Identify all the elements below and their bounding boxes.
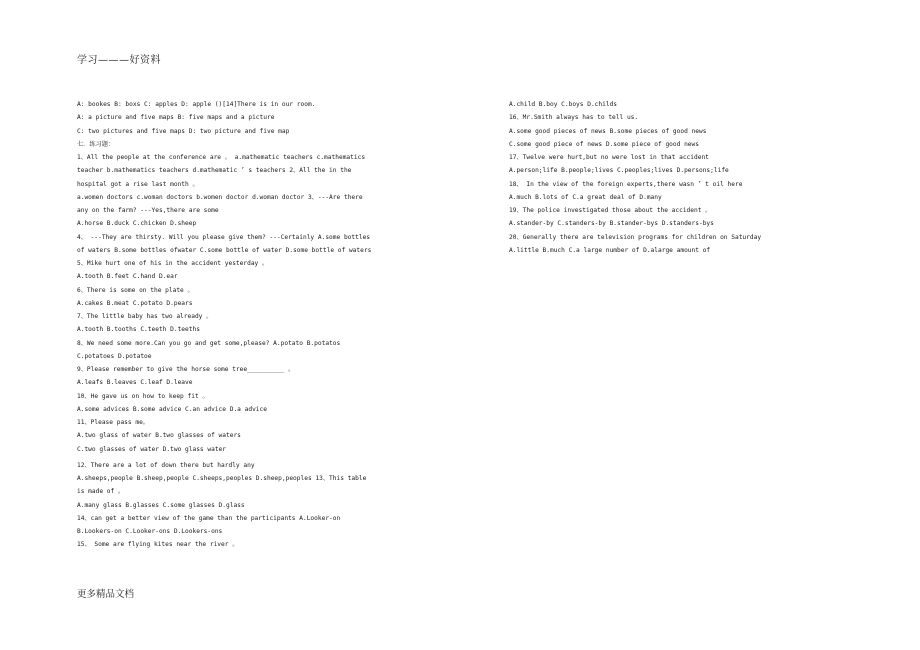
text-line: A.tooth B.feet C.hand D.ear [77,273,178,281]
text-line: 14、can get a better view of the game than the participants A.Looker-on [77,514,341,522]
text-line: A.stander-by C.standers-by B.stander-bys D.standers-bys [509,220,714,228]
text-line: C.some good piece of news D.some piece of good news [509,140,699,148]
text-line: 6、There is some on the plate 。 [77,286,194,294]
text-line: 9、Please remember to give the horse some tree__________ 。 [77,366,295,373]
text-line: 12、There are a lot of down there but hardly any [77,461,255,469]
text-line: C.potatoes D.potatoe [77,352,152,360]
text-line: 7、The little baby has two already 。 [77,313,213,320]
text-line: 4、 ---They are thirsty. Will you please give them? ---Certainly A.some bottles [77,233,371,241]
text-line: any on the farm? ---Yes,there are some [77,207,219,214]
text-line: A.tooth B.tooths C.teeth D.teeths [77,326,200,334]
text-line: 16、Mr.Smith always has to tell us. [509,114,639,122]
text-line: 17、Twelve were hurt,but no were lost in that accident [509,154,709,161]
text-line: A: a picture and five maps B: five maps and a picture [77,114,275,122]
left-text-column [77,98,497,552]
text-line: 18、 In the view of the foreign experts,there wasn ’ t oil here [509,180,743,188]
text-line: A.horse B.duck C.chicken D.sheep [77,220,197,228]
text-line: 5、Mike hurt one of his in the accident yesterday 。 [77,260,269,267]
text-line: is made of 。 [77,488,125,496]
text-line: A.many glass B.glasses C.some glasses D.glass [77,501,245,509]
text-line: A.leafs B.leaves C.leaf D.leave [77,379,193,387]
right-text-column [509,98,809,257]
text-line: 20、Generally there are television programs for children on Saturday [509,233,762,241]
text-line: 七．练习题： [77,140,115,148]
text-line: 8、We need some more.Can you go and get some,please? A.potato B.potatos [77,339,341,347]
text-line: B.Lookers-on C.Looker-ons D.Lookers-ons [77,528,223,535]
text-line: 10、He gave us on how to keep fit 。 [77,392,209,400]
text-line: A.some advices B.some advice C.an advice D.a advice [77,405,267,413]
text-line: 11、Please pass me。 [77,419,149,426]
page-header: 学习———好资料 [77,55,161,66]
text-line: C: two pictures and five maps D: two picture and five map [77,127,290,135]
text-line: A: bookes B: boxs C: apples D: apple ()[14]There is in our room. [77,101,316,108]
text-line: a.women doctors c.woman doctors b.women doctor d.woman doctor 3、---Are there [77,193,363,201]
page-footer: 更多精品文档 [77,589,135,600]
text-line: 1、All the people at the conference are 。 a.mathematic teachers c.mathematics [77,154,366,161]
text-line: 15、 Some are flying kites near the river 。 [77,541,239,549]
text-line: A.two glass of water B.two glasses of waters [77,432,241,440]
text-line: hospital got a rise last month 。 [77,180,199,188]
text-line: of waters B.some bottles ofwater C.some bottle of water D.some bottle of waters [77,246,372,254]
text-line: A.cakes B.meat C.potato D.pears [77,299,193,307]
text-line: A.some good pieces of news B.some pieces of good news [509,127,707,135]
text-line: A.sheeps,people B.sheep,people C.sheeps,peoples D.sheep,peoples 13、This table [77,475,367,482]
text-line: C.two glasses of water D.two glass water [77,445,227,453]
text-line: 19、The police investigated those about the accident 。 [509,207,712,214]
text-line: A.child B.boy C.boys D.childs [509,101,618,108]
text-line: A.person;life B.people;lives C.peoples;lives D.persons;life [509,167,729,175]
text-line: A.little B.much C.a large number of D.alarge amount of [509,246,711,254]
text-line: teacher b.mathematics teachers d.mathematic ’ s teachers 2、All the in the [77,167,352,175]
text-line: A.much B.lots of C.a great deal of D.many [509,193,662,201]
